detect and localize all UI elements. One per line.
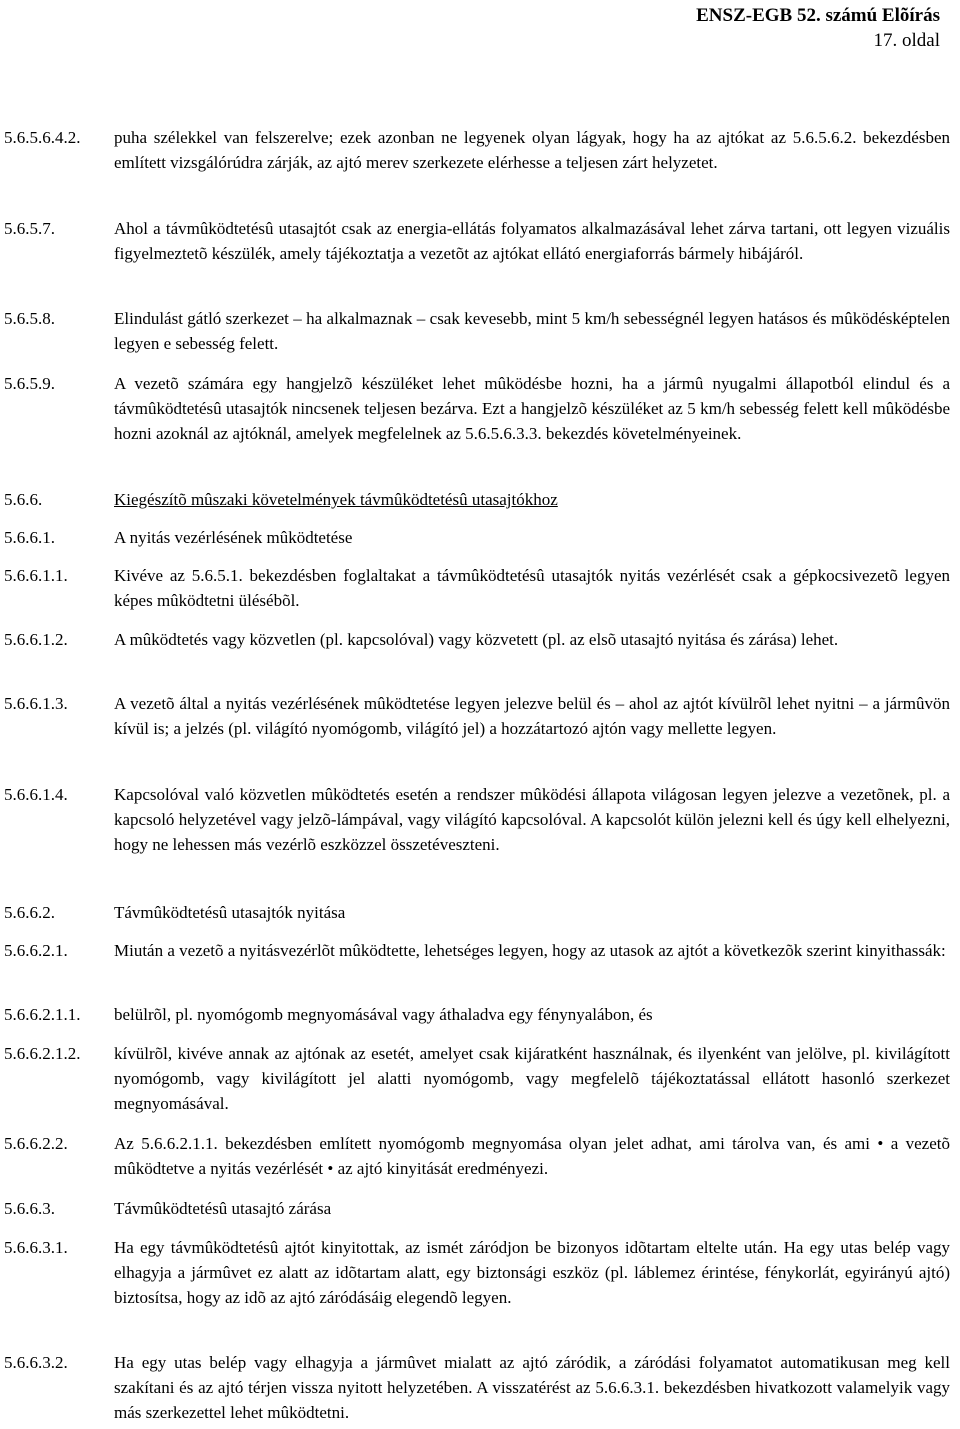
subsection-heading-5-6-6-1 <box>4 526 950 551</box>
paragraph-5-6-6-2-2 <box>4 1132 950 1182</box>
page-number: 17. oldal <box>873 30 940 51</box>
document-title: ENSZ-EGB 52. számú Elõírás <box>696 5 940 26</box>
paragraph-text: A vezetõ által a nyitás vezérlésének mûködtetése legyen jelezve belül és – ahol az ajtót kívülrõl lehet nyitni – a jármûvön kívül is; a jelzés (pl. világító nyomógomb, világító jel) a hozzátartozó ajtón vagy mellette legyen. <box>114 694 950 738</box>
paragraph-5-6-6-2-1-1 <box>4 1003 950 1028</box>
paragraph-5-6-6-1-2 <box>4 628 950 653</box>
paragraph-text: belülrõl, pl. nyomógomb megnyomásával vagy áthaladva egy fénynyalábon, és <box>114 1005 653 1024</box>
paragraph-number: 5.6.6.3.2. <box>4 1353 68 1372</box>
paragraph-number: 5.6.6.1.1. <box>4 566 68 585</box>
paragraph-text: Az 5.6.6.2.1.1. bekezdésben említett nyomógomb megnyomása olyan jelet adhat, ami tárolva van, és ami • a vezetõ mûködtetve a nyitás vezérlését • az ajtó kinyitását eredményezi. <box>114 1134 950 1178</box>
paragraph-text: A mûködtetés vagy közvetlen (pl. kapcsolóval) vagy közvetett (pl. az elsõ utasajtó nyitása és zárása) lehet. <box>114 630 839 649</box>
paragraph-5-6-6-3-2 <box>4 1351 950 1425</box>
paragraph-number: 5.6.6.2.1.2. <box>4 1044 81 1063</box>
section-heading-5-6-6 <box>4 488 950 513</box>
paragraph-5-6-5-8 <box>4 307 950 357</box>
paragraph-number: 5.6.6.2.1.1. <box>4 1005 81 1024</box>
paragraph-5-6-6-2-1 <box>4 939 950 964</box>
paragraph-5-6-6-1-4 <box>4 783 950 857</box>
paragraph-number: 5.6.6.2.2. <box>4 1134 68 1153</box>
paragraph-text: A vezetõ számára egy hangjelzõ készüléket lehet mûködésbe hozni, ha a jármû nyugalmi állapotból elindul és a távmûködtetésû utasajtók nincsenek teljesen bezárva. Ezt a hangjelzõ készüléket az 5 km/h sebesség felett kell mûködésbe hozni azoknál az ajtóknál, amelyek megfelelnek az 5.6.5.6.3.3. bekezdés követelményeinek. <box>114 374 950 443</box>
paragraph-number: 5.6.6.1.3. <box>4 694 68 713</box>
paragraph-5-6-6-3-1 <box>4 1236 950 1310</box>
paragraph-5-6-6-1-1 <box>4 564 950 614</box>
paragraph-text: A nyitás vezérlésének mûködtetése <box>114 528 353 547</box>
section-heading-text: Kiegészítõ mûszaki követelmények távmûködtetésû utasajtókhoz <box>114 490 558 509</box>
subsection-heading-5-6-6-3 <box>4 1197 950 1222</box>
paragraph-number: 5.6.5.8. <box>4 309 55 328</box>
paragraph-text: Ha egy távmûködtetésû ajtót kinyitottak, az ismét záródjon be bizonyos idõtartam eltelte után. Ha egy utas belép vagy elhagyja a jármûvet ez alatt az idõtartam alatt, egy biztonsági eszköz (pl. láblemez érintése, fénykorlát, egyirányú ajtó) biztosítsa, hogy az idõ az ajtó záródásáig elegendõ legyen. <box>114 1238 950 1307</box>
paragraph-number: 5.6.6.3.1. <box>4 1238 68 1257</box>
paragraph-number: 5.6.5.6.4.2. <box>4 128 81 147</box>
paragraph-text: puha szélekkel van felszerelve; ezek azonban ne legyenek olyan lágyak, hogy ha az ajtókat az 5.6.5.6.2. bekezdésben említett vizsgálórúdra zárják, az ajtó merev szerkezete elérhesse a teljesen zárt helyzetet. <box>114 128 950 172</box>
paragraph-5-6-5-6-4-2 <box>4 126 950 176</box>
paragraph-text: Kivéve az 5.6.5.1. bekezdésben foglaltakat a távmûködtetésû utasajtók nyitás vezérlését csak a gépkocsivezetõ legyen képes mûködtetni ülésébõl. <box>114 566 950 610</box>
paragraph-number: 5.6.6.3. <box>4 1199 55 1218</box>
paragraph-number: 5.6.6.1.4. <box>4 785 68 804</box>
paragraph-text: Kapcsolóval való közvetlen mûködtetés esetén a rendszer mûködési állapota világosan legyen jelezve a vezetõnek, pl. a kapcsoló helyzetével vagy jelzõ-lámpával, vagy világító kapcsolóval. A kapcsolót külön jelezni kell és úgy kell elhelyezni, hogy ne lehessen más vezérlõ eszközzel összetéveszteni. <box>114 785 950 854</box>
paragraph-number: 5.6.6. <box>4 490 43 509</box>
paragraph-number: 5.6.6.1.2. <box>4 630 68 649</box>
paragraph-text: Távmûködtetésû utasajtó zárása <box>114 1199 332 1218</box>
paragraph-text: Ha egy utas belép vagy elhagyja a jármûvet mialatt az ajtó záródik, a záródási folyamatot automatikusan meg kell szakítani és az ajtó térjen vissza nyitott helyzetében. A visszatérést az 5.6.6.3.1. bekezdésben hivatkozott valamelyik vagy más szerkezettel lehet mûködtetni. <box>114 1353 950 1422</box>
paragraph-text: Távmûködtetésû utasajtók nyitása <box>114 903 346 922</box>
paragraph-5-6-5-9 <box>4 372 950 446</box>
paragraph-5-6-5-7 <box>4 217 950 267</box>
paragraph-text: Ahol a távmûködtetésû utasajtót csak az energia-ellátás folyamatos alkalmazásával lehet zárva tartani, ott legyen vizuális figyelmeztetõ készülék, amely tájékoztatja a vezetõt az ajtókat ellátó energiaforrás bármely hibájáról. <box>114 219 950 263</box>
paragraph-text: kívülrõl, kivéve annak az ajtónak az esetét, amelyet csak kijáratként használnak, és ilyenként van jelölve, pl. kivilágított nyomógomb, vagy kivilágított jel alatti nyomógomb, vagy megfelelõ tájékoztatással ellátott hasonló szerkezet megnyomásával. <box>114 1044 950 1113</box>
paragraph-5-6-6-2-1-2 <box>4 1042 950 1116</box>
paragraph-number: 5.6.5.9. <box>4 374 55 393</box>
subsection-heading-5-6-6-2 <box>4 901 950 926</box>
paragraph-number: 5.6.6.2. <box>4 903 55 922</box>
paragraph-number: 5.6.6.1. <box>4 528 55 547</box>
paragraph-text: Elindulást gátló szerkezet – ha alkalmaznak – csak kevesebb, mint 5 km/h sebességnél legyen hatásos és mûködésképtelen legyen e sebesség felett. <box>114 309 950 353</box>
paragraph-5-6-6-1-3 <box>4 692 950 742</box>
paragraph-number: 5.6.5.7. <box>4 219 55 238</box>
paragraph-text: Miután a vezetõ a nyitásvezérlõt mûködtette, lehetséges legyen, hogy az utasok az ajtót a következõk szerint kinyithassák: <box>114 941 946 960</box>
paragraph-number: 5.6.6.2.1. <box>4 941 68 960</box>
